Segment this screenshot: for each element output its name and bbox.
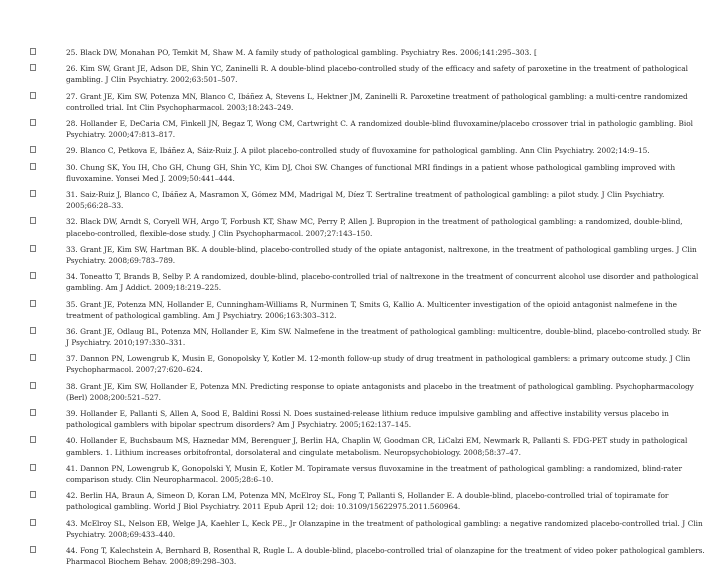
reference-item [30,545,706,567]
reference-item [30,47,706,58]
square-bullet-icon [30,48,36,55]
square-bullet-icon [30,464,36,471]
reference-item [30,381,706,403]
reference-text: 25. Black DW, Monahan PO, Temkit M, Shaw M. A family study of pathological gambling. Psychiatry Res. 2006;141:295–303. [ [66,48,537,57]
reference-item [30,145,706,156]
reference-text: 30. Chung SK, You IH, Cho GH, Chung GH, Shin YC, Kim DJ, Choi SW. Changes of functional MRI findings in a patient whose pathological gambling improved with fluvoxamine. Yonsei Med J. 2009;50:441–444. [66,162,676,183]
reference-text: 41. Dannon PN, Lowengrub K, Gonopolski Y, Musin E, Kotler M. Topiramate versus fluvoxamine in the treatment of pathological gambling: a randomized, blind-rater comparison study. Clin Neuropharmacol. 2005;28:6–10. [66,463,682,484]
square-bullet-icon [30,245,36,252]
reference-text: 37. Dannon PN, Lowengrub K, Musin E, Gonopolsky Y, Kotler M. 12-month follow-up study of drug treatment in pathological gamblers: a primary outcome study. J Clin Psychopharmacol. 2007;27:620–624. [66,354,691,375]
reference-item [30,189,706,211]
square-bullet-icon [30,146,36,153]
reference-item [30,91,706,113]
reference-item [30,244,706,266]
reference-item [30,162,706,184]
reference-item [30,271,706,293]
reference-item [30,435,706,457]
square-bullet-icon [30,190,36,197]
reference-item [30,490,706,512]
square-bullet-icon [30,382,36,389]
square-bullet-icon [30,119,36,126]
reference-text: 35. Grant JE, Potenza MN, Hollander E, Cunningham-Williams R, Nurminen T, Smits G, Kallio A. Multicenter investigation of the opioid antagonist nalmefene in the treatment of pathological gambling. Am J Psychiatry. 2006;163:303–312. [66,299,677,320]
reference-item [30,326,706,348]
reference-text: 36. Grant JE, Odlaug BL, Potenza MN, Hollander E, Kim SW. Nalmefene in the treatment of pathological gambling: multicentre, double-blind, placebo-controlled study. Br J Psychiatry. 2010;197:330–331. [66,326,701,348]
reference-text: 38. Grant JE, Kim SW, Hollander E, Potenza MN. Predicting response to opiate antagonists and placebo in the treatment of pathological gambling. Psychopharmacology (Berl) 2008;200:521–527. [66,381,694,402]
reference-text: 44. Fong T, Kalechstein A, Bernhard B, Rosenthal R, Rugle L. A double-blind, placebo-controlled trial of olanzapine for the treatment of video poker pathological gamblers. Pharmacol Biochem Behav. 2008;89:298–303. [66,545,705,567]
reference-text: 32. Black DW, Arndt S, Coryell WH, Argo T, Forbush KT, Shaw MC, Perry P, Allen J. Bupropion in the treatment of pathological gambling: a randomized, double-blind, placebo-controlled, flexible-dose study. J Clin Psychopharmacol. 2007;27:143–150. [66,217,683,238]
reference-text: 29. Blanco C, Petkova E, Ibáñez A, Sáiz-Ruiz J. A pilot placebo-controlled study of fluvoxamine for pathological gambling. Ann Clin Psychiatry. 2002;14:9–15. [66,146,650,156]
reference-item [30,463,706,485]
square-bullet-icon [30,491,36,498]
reference-item [30,353,706,375]
reference-text: 31. Saiz-Ruiz J, Blanco C, Ibáñez A, Masramon X, Gómez MM, Madrigal M, Díez T. Sertraline treatment of pathological gambling: a pilot study. J Clin Psychiatry. 2005;66:28–33. [66,190,665,211]
reference-item [30,118,706,140]
reference-text: 42. Berlin HA, Braun A, Simeon D, Koran LM, Potenza MN, McElroy SL, Fong T, Pallanti S, Hollander E. A double-blind, placebo-controlled trial of topiramate for pathological gambling. World J Biol Psychiatry. 2011 Epub April 12; doi: 10.3109/15622975.2011.560964. [66,491,669,512]
square-bullet-icon [30,436,36,443]
reference-text: 43. McElroy SL, Nelson EB, Welge JA, Kaehler L, Keck PE., Jr Olanzapine in the treatment of pathological gambling: a negative randomized placebo-controlled trial. J Clin Psychiatry. 2008;69:433–440. [66,518,703,539]
reference-item [30,63,706,85]
square-bullet-icon [30,300,36,307]
square-bullet-icon [30,519,36,526]
reference-text: 28. Hollander E, DeCaria CM, Finkell JN, Begaz T, Wong CM, Cartwright C. A randomized double-blind fluvoxamine/placebo crossover trial in pathologic gambling. Biol Psychiatry. 2000;47:813–817. [66,119,693,140]
reference-item [30,408,706,430]
square-bullet-icon [30,272,36,279]
reference-text: 34. Toneatto T, Brands B, Selby P. A randomized, double-blind, placebo-controlled trial of naltrexone in the treatment of concurrent alcohol use disorder and pathological gambling. Am J Addict. 2009;18:219–225. [66,272,699,293]
reference-text: 26. Kim SW, Grant JE, Adson DE, Shin YC, Zaninelli R. A double-blind placebo-controlled study of the efficacy and safety of paroxetine in the treatment of pathological gambling. J Clin Psychiatry. 2002;63:501–507. [66,64,688,85]
square-bullet-icon [30,354,36,361]
reference-text: 33. Grant JE, Kim SW, Hartman BK. A double-blind, placebo-controlled study of the opiate antagonist, naltrexone, in the treatment of pathological gambling urges. J Clin Psychiatry. 2008;69:783–789. [66,244,697,265]
square-bullet-icon [30,546,36,553]
reference-item [30,299,706,321]
reference-text: 39. Hollander E, Pallanti S, Allen A, Sood E, Baldini Rossi N. Does sustained-release lithium reduce impulsive gambling and affective instability versus placebo in pathological gamblers with bipolar spectrum disorders? Am J Psychiatry. 2005;162:137–145. [66,409,669,430]
square-bullet-icon [30,64,36,71]
reference-item [30,518,706,540]
square-bullet-icon [30,409,36,416]
reference-text: 40. Hollander E, Buchsbaum MS, Haznedar MM, Berenguer J, Berlin HA, Chaplin W, Goodman CR, LiCalzi EM, Newmark R, Pallanti S. FDG-PET study in pathological gamblers. 1. Lithium increases orbitofrontal, dorsolateral and cingulate metabolism. Neuropsychobiology. 2008;58:37–47. [66,436,688,457]
square-bullet-icon [30,217,36,224]
reference-item [30,216,706,238]
square-bullet-icon [30,92,36,99]
square-bullet-icon [30,327,36,334]
reference-text: 27. Grant JE, Kim SW, Potenza MN, Blanco C, Ibáñez A, Stevens L, Hektner JM, Zaninelli R. Paroxetine treatment of pathological gambling: a multi-centre randomized controlled trial. Int Clin Psychopharmacol. 2003;18:243–249. [66,91,688,112]
square-bullet-icon [30,163,36,170]
reference-list [30,47,706,567]
